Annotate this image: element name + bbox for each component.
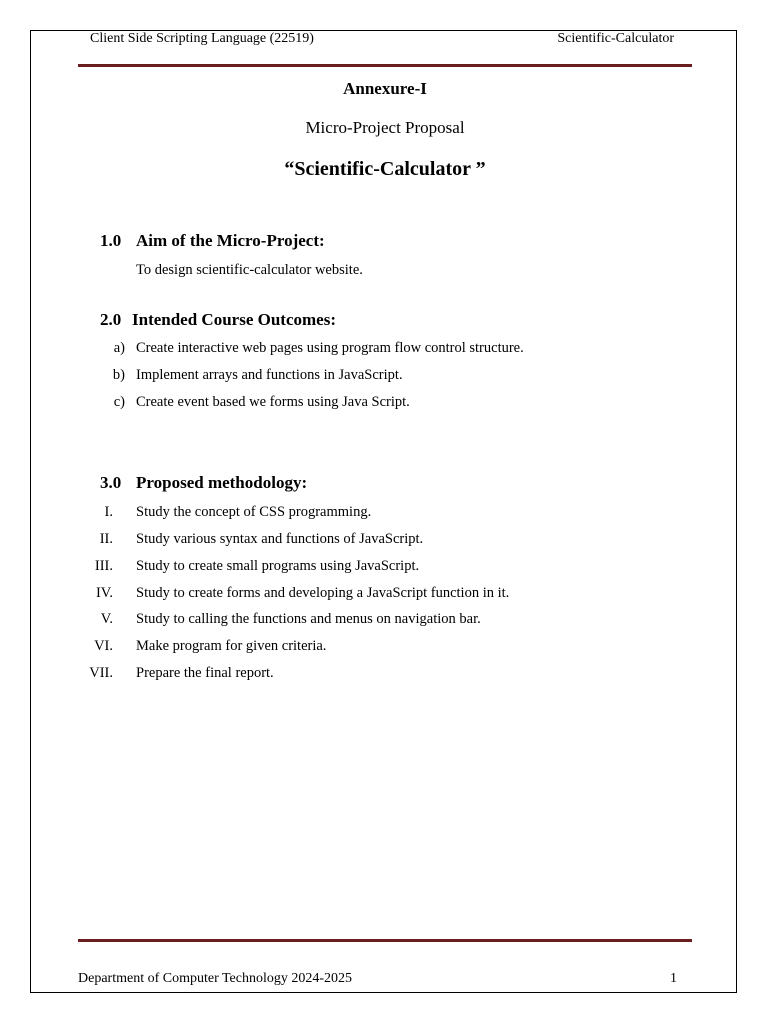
list-item [0,530,700,548]
list-marker: I. [104,504,113,520]
list-item-text: Study the concept of CSS programming. [136,504,372,520]
list-marker: III. [94,558,113,574]
list-marker: IV. [95,585,113,601]
list-item [0,393,700,411]
list-item [0,366,700,384]
list-item-text: Prepare the final report. [136,665,274,681]
proposal-subtitle: Micro-Project Proposal [305,118,465,137]
list-marker: a) [113,340,125,356]
header-project-name: Scientific-Calculator [557,31,674,46]
list-item [0,339,700,357]
section-number: 2.0 [100,310,122,329]
list-item-text: Create event based we forms using Java Script. [136,394,410,410]
footer-department: Department of Computer Technology 2024-2025 [78,971,353,986]
header-course-name: Client Side Scripting Language (22519) [90,31,314,46]
list-item-text: Study various syntax and functions of JavaScript. [136,531,424,547]
section-number: 3.0 [100,473,122,492]
list-item [0,557,700,575]
project-title: “Scientific-Calculator ” [284,158,486,180]
list-item [0,610,700,628]
section-title: Intended Course Outcomes: [132,310,336,329]
page-number: 1 [670,971,677,986]
list-item-text: Create interactive web pages using program flow control structure. [136,340,524,356]
section-title: Proposed methodology: [136,473,308,492]
section-number: 1.0 [100,231,122,250]
aim-text: To design scientific-calculator website. [136,262,363,278]
footer-rule [78,939,692,942]
list-marker: VII. [89,665,113,681]
list-item [0,637,700,655]
list-marker: c) [113,394,125,410]
list-marker: II. [99,531,113,547]
header-rule [78,64,692,67]
list-item-text: Make program for given criteria. [136,638,327,654]
list-item-text: Study to calling the functions and menus on navigation bar. [136,611,481,627]
list-marker: b) [112,367,125,383]
list-item-text: Study to create small programs using JavaScript. [136,558,420,574]
annexure-heading: Annexure-I [343,79,427,98]
list-marker: V. [100,611,113,627]
section-title: Aim of the Micro-Project: [136,231,325,250]
list-item [0,584,700,602]
list-item-text: Implement arrays and functions in JavaScript. [136,367,403,383]
list-item [0,503,700,521]
list-item-text: Study to create forms and developing a JavaScript function in it. [136,585,510,601]
list-marker: VI. [94,638,113,654]
list-item [0,664,700,682]
